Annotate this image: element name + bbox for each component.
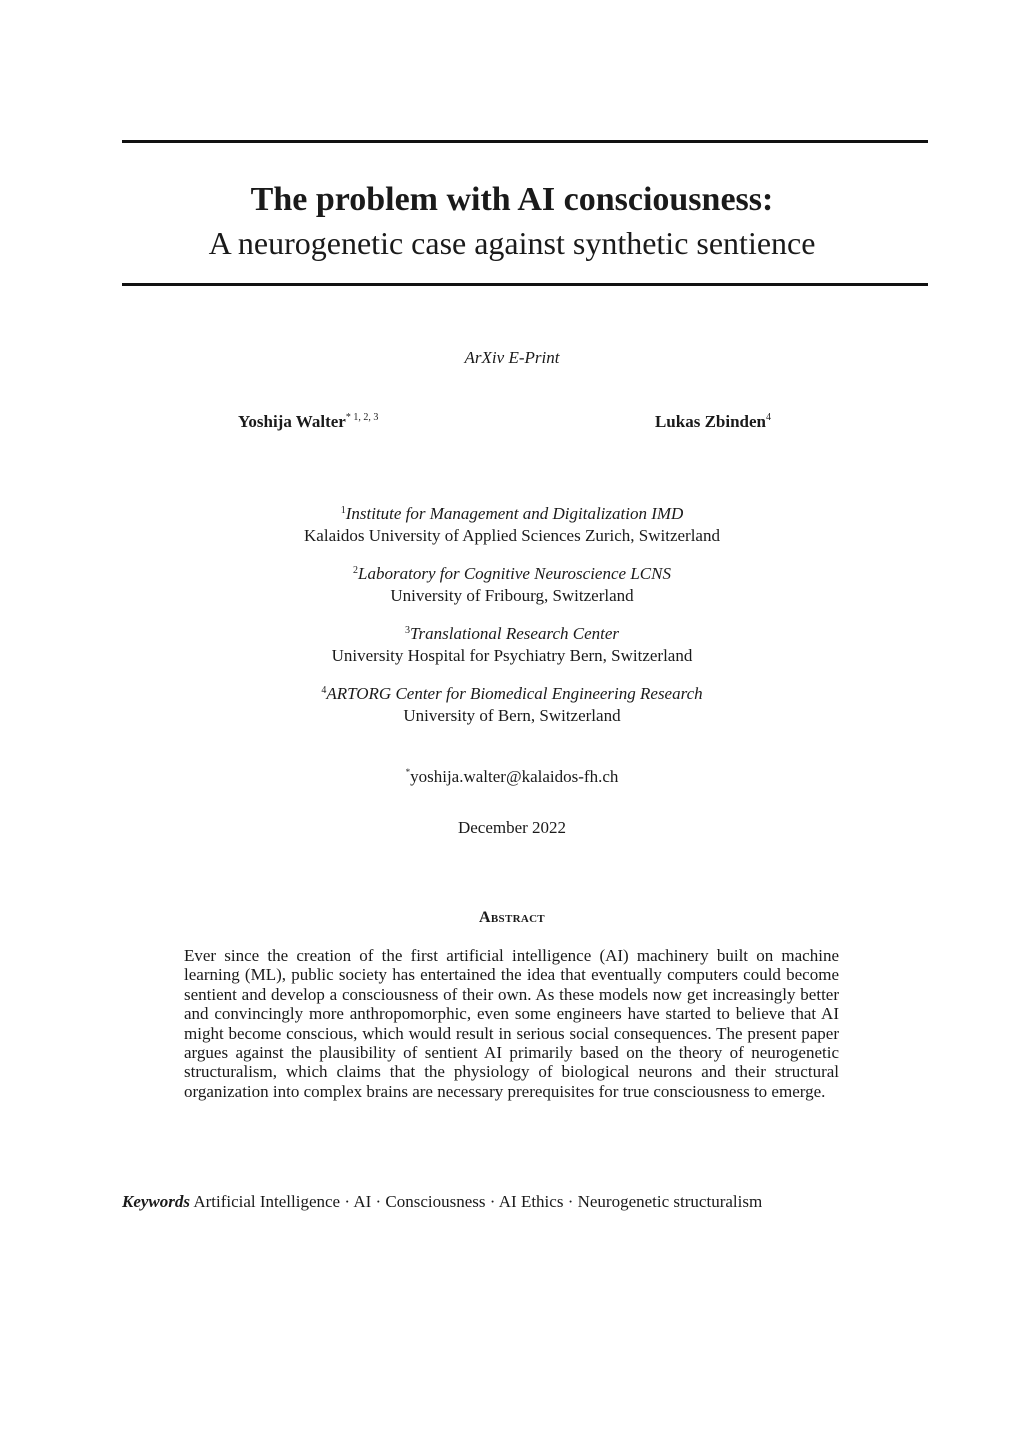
affiliation-1	[0, 500, 1024, 547]
affiliation-2	[0, 560, 1024, 607]
keywords-label: Keywords	[122, 1192, 190, 1211]
bottom-rule	[122, 283, 928, 286]
affiliation-location: Kalaidos University of Applied Sciences Zurich, Switzerland	[304, 526, 720, 545]
venue: ArXiv E-Print	[464, 348, 560, 367]
affiliation-institute: Institute for Management and Digitalization IMD	[345, 504, 684, 523]
affiliation-number: 3	[404, 625, 410, 636]
author-2	[655, 412, 771, 432]
keywords	[122, 1192, 928, 1212]
affiliation-location: University Hospital for Psychiatry Bern, Switzerland	[331, 646, 693, 665]
email-mark: *	[405, 767, 411, 777]
affiliation-institute: Translational Research Center	[409, 624, 620, 643]
affiliation-location: University of Bern, Switzerland	[403, 706, 621, 725]
email-address[interactable]: yoshija.walter@kalaidos-fh.ch	[410, 767, 619, 786]
top-rule	[122, 140, 928, 143]
keywords-list: Artificial Intelligence · AI · Consciousness · AI Ethics · Neurogenetic structuralism	[193, 1192, 763, 1211]
author-name: Yoshija Walter	[238, 412, 346, 431]
title-block	[0, 178, 1024, 264]
paper-subtitle: A neurogenetic case against synthetic sentience	[208, 225, 816, 261]
affiliation-location: University of Fribourg, Switzerland	[390, 586, 634, 605]
abstract-heading: Abstract	[479, 909, 545, 926]
affiliation-number: 1	[340, 505, 346, 516]
corresponding-email	[0, 767, 1024, 787]
affiliation-3	[0, 620, 1024, 667]
affiliation-institute: Laboratory for Cognitive Neuroscience LCNS	[358, 564, 671, 583]
author-name: Lukas Zbinden	[654, 412, 766, 431]
affiliation-4	[0, 680, 1024, 727]
paper-title: The problem with AI consciousness:	[250, 181, 774, 218]
author-marks: * 1, 2, 3	[345, 412, 379, 423]
publication-date: December 2022	[457, 818, 567, 837]
affiliation-number: 2	[353, 565, 359, 576]
affiliations	[0, 500, 1024, 740]
abstract-body: Ever since the creation of the first artificial intelligence (AI) machinery built on machine learning (ML), public society has entertained the idea that eventually computers could become sentient and develop a consciousness of their own. As these models now get increasingly better and convincingly more anthropomorphic, even some engineers have started to believe that AI might become conscious, which would result in serious social consequences. The present paper argues against the plausibility of sentient AI primarily based on the theory of neurogenetic structuralism, which claims that the physiology of biological neurons and their structural organization into complex brains are necessary prerequisites for true consciousness to emerge.	[184, 946, 839, 1101]
author-1	[238, 412, 378, 432]
author-marks: 4	[766, 412, 771, 423]
affiliation-number: 4	[321, 685, 327, 696]
affiliation-institute: ARTORG Center for Biomedical Engineering Research	[326, 684, 703, 703]
